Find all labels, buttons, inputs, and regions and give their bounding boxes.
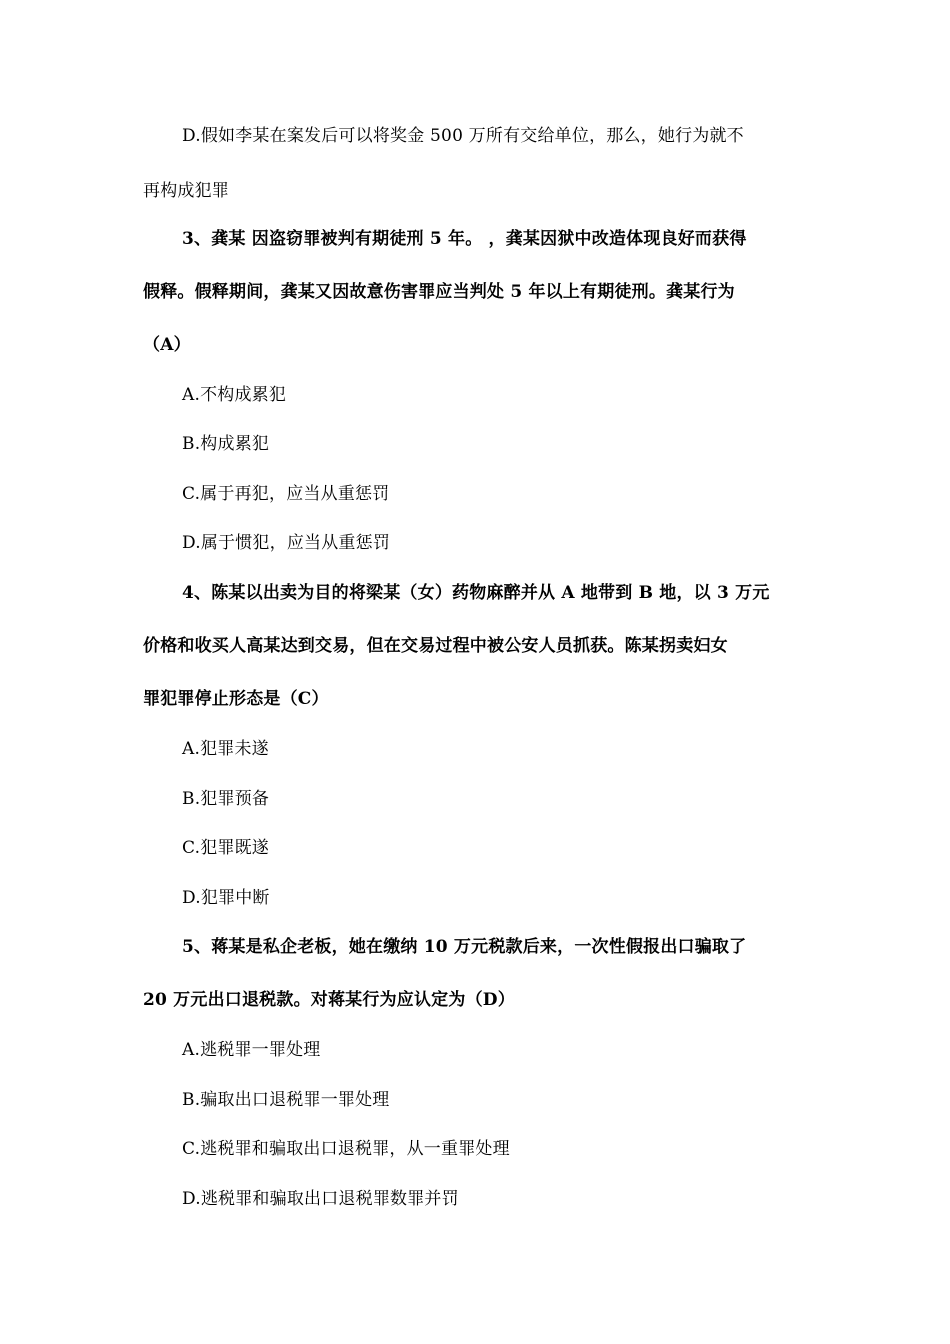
- question-3-option-d: D.属于惯犯，应当从重惩罚: [182, 533, 391, 553]
- question-3-line3: （A）: [143, 335, 191, 355]
- question-3-option-c: C.属于再犯，应当从重惩罚: [182, 484, 390, 504]
- question-4-line3: 罪犯罪停止形态是（C）: [143, 689, 329, 709]
- question-3-option-b: B.构成累犯: [182, 434, 270, 454]
- question-4-line1: 4、陈某以出卖为目的将梁某（女）药物麻醉并从 A 地带到 B 地，以 3 万元: [182, 583, 770, 603]
- question-5-line2: 20 万元出口退税款。对蒋某行为应认定为（D）: [143, 990, 515, 1010]
- question-4-option-d: D.犯罪中断: [182, 888, 270, 908]
- question-3-option-a: A.不构成累犯: [182, 385, 287, 405]
- question-4-line2: 价格和收买人高某达到交易，但在交易过程中被公安人员抓获。陈某拐卖妇女: [143, 636, 728, 656]
- question-5-option-d: D.逃税罪和骗取出口退税罪数罪并罚: [182, 1189, 459, 1209]
- question-3-line1: 3、龚某 因盗窃罪被判有期徒刑 5 年。 ，龚某因狱中改造体现良好而获得: [182, 229, 747, 249]
- question-4-option-a: A.犯罪未遂: [182, 739, 269, 759]
- question-5-option-c: C.逃税罪和骗取出口退税罪，从一重罪处理: [182, 1139, 510, 1159]
- question-5-option-b: B.骗取出口退税罪一罪处理: [182, 1090, 390, 1110]
- question-5-line1: 5、蒋某是私企老板，她在缴纳 10 万元税款后来，一次性假报出口骗取了: [182, 937, 747, 957]
- question-3-line2: 假释。假释期间，龚某又因故意伤害罪应当判处 5 年以上有期徒刑。龚某行为: [143, 282, 735, 302]
- question-4-option-b: B.犯罪预备: [182, 789, 270, 809]
- prev-option-d-line2: 再构成犯罪: [143, 181, 229, 201]
- prev-option-d-line1: D.假如李某在案发后可以将奖金 500 万所有交给单位，那么，她行为就不: [182, 126, 744, 146]
- question-5-option-a: A.逃税罪一罪处理: [182, 1040, 321, 1060]
- question-4-option-c: C.犯罪既遂: [182, 838, 270, 858]
